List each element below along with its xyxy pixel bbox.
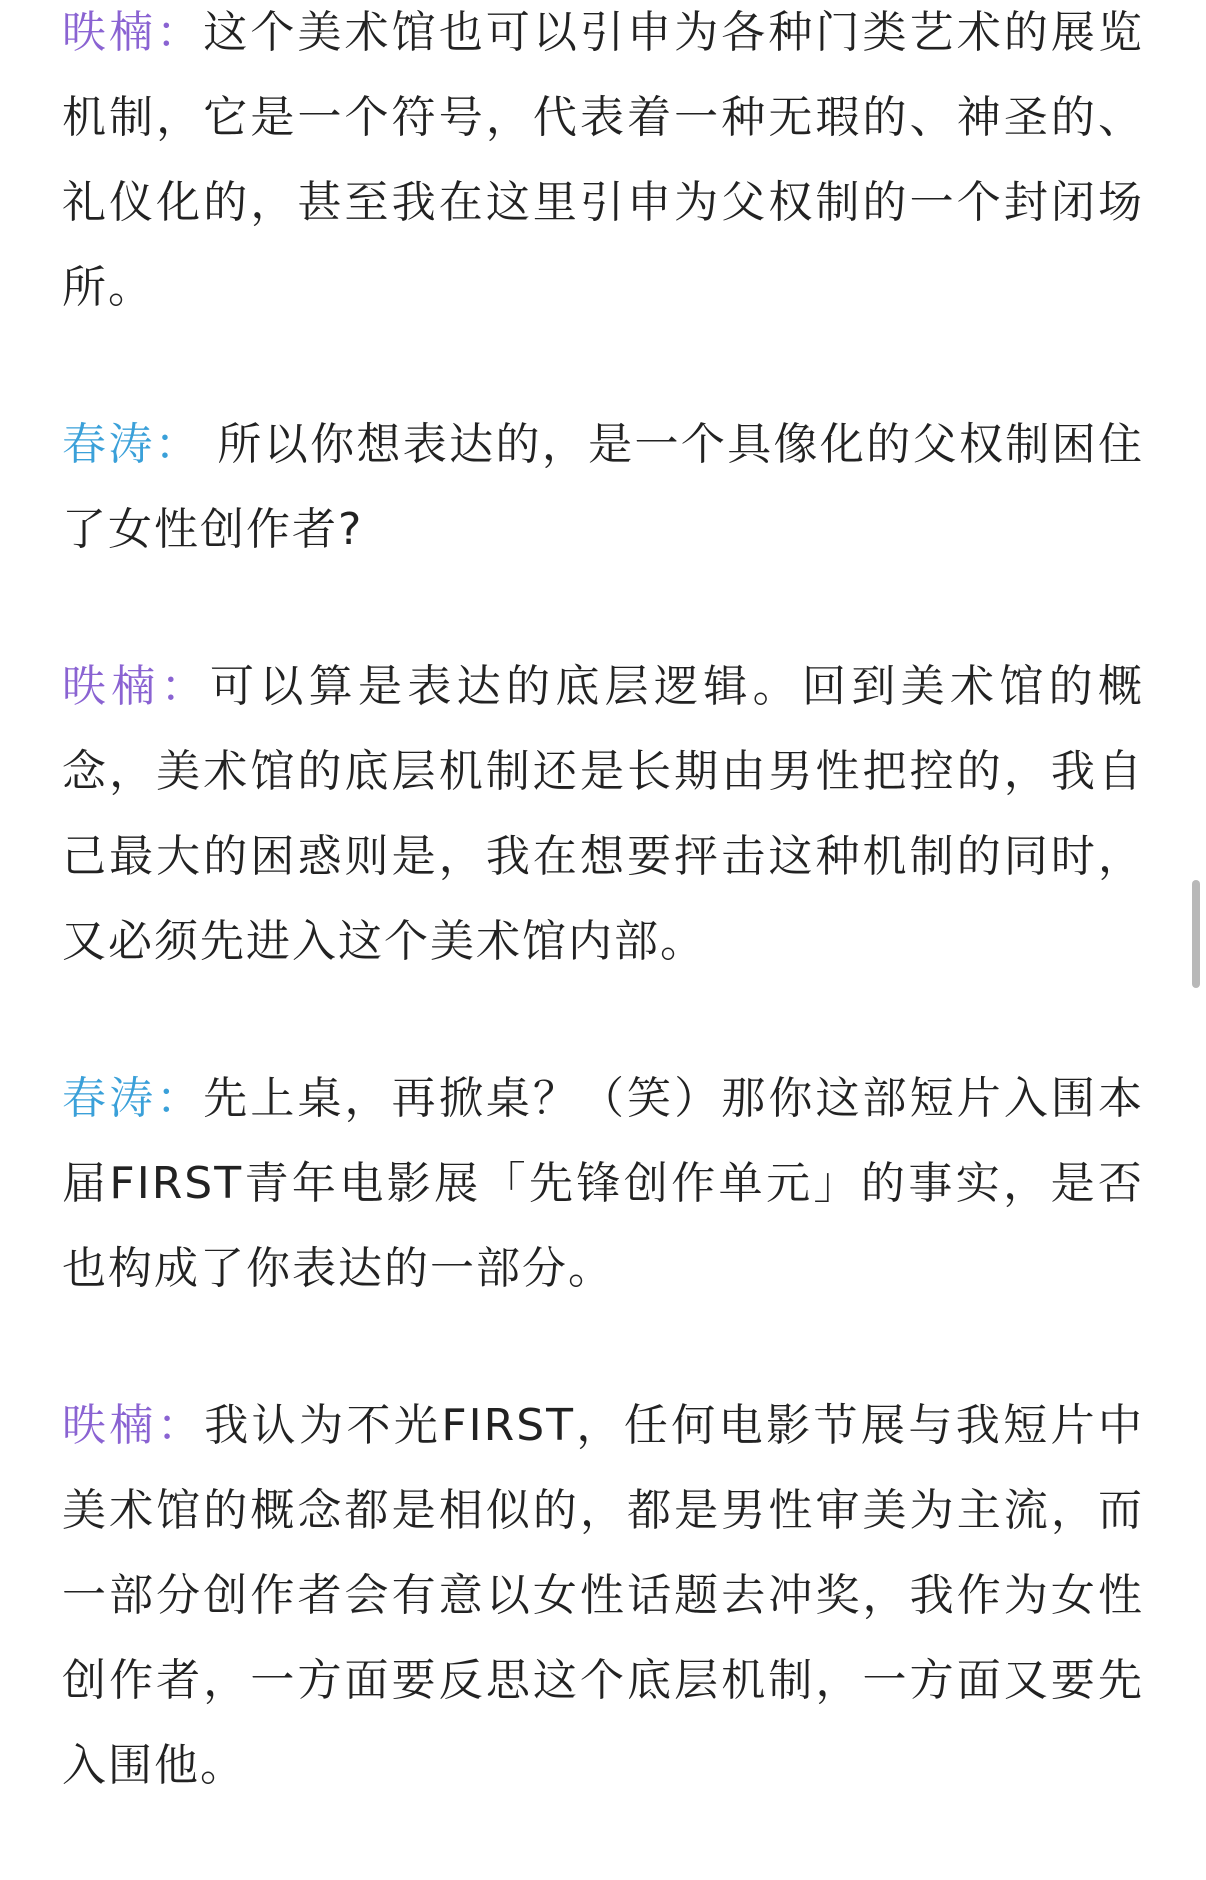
vertical-scrollbar[interactable]: [1192, 880, 1200, 988]
speaker-label-chuntao: 春涛：: [62, 419, 202, 470]
paragraph-text: 我认为不光FIRST，任何电影节展与我短片中美术馆的概念都是相似的，都是男性审美为主流，而一部分创作者会有意以女性话题去冲奖，我作为女性创作者，一方面要反思这个底层机制，一方面又要先入围他。: [62, 1400, 1144, 1791]
speaker-label-yingnan: 昳楠：: [62, 1400, 205, 1451]
speaker-label-yingnan: 昳楠：: [62, 661, 210, 712]
dialogue-paragraph: [62, 1383, 1144, 1808]
speaker-label-yingnan: 昳楠：: [62, 7, 204, 58]
paragraph-text: 先上桌，再掀桌？（笑）那你这部短片入围本届FIRST青年电影展「先锋创作单元」的事实，是否也构成了你表达的一部分。: [62, 1073, 1145, 1294]
paragraph-text: 这个美术馆也可以引申为各种门类艺术的展览机制，它是一个符号，代表着一种无瑕的、神圣的、礼仪化的，甚至我在这里引申为父权制的一个封闭场所。: [62, 7, 1145, 313]
article-body: [62, 0, 1144, 1880]
dialogue-paragraph: [62, 402, 1144, 572]
paragraph-text: 可以算是表达的底层逻辑。回到美术馆的概念，美术馆的底层机制还是长期由男性把控的，我自己最大的困惑则是，我在想要抨击这种机制的同时，又必须先进入这个美术馆内部。: [62, 661, 1144, 967]
dialogue-paragraph: [62, 0, 1144, 330]
paragraph-text: 所以你想表达的，是一个具像化的父权制困住了女性创作者?: [62, 419, 1144, 555]
dialogue-paragraph: [62, 1056, 1144, 1311]
speaker-label-chuntao: 春涛：: [62, 1073, 204, 1124]
dialogue-paragraph: [62, 644, 1144, 984]
